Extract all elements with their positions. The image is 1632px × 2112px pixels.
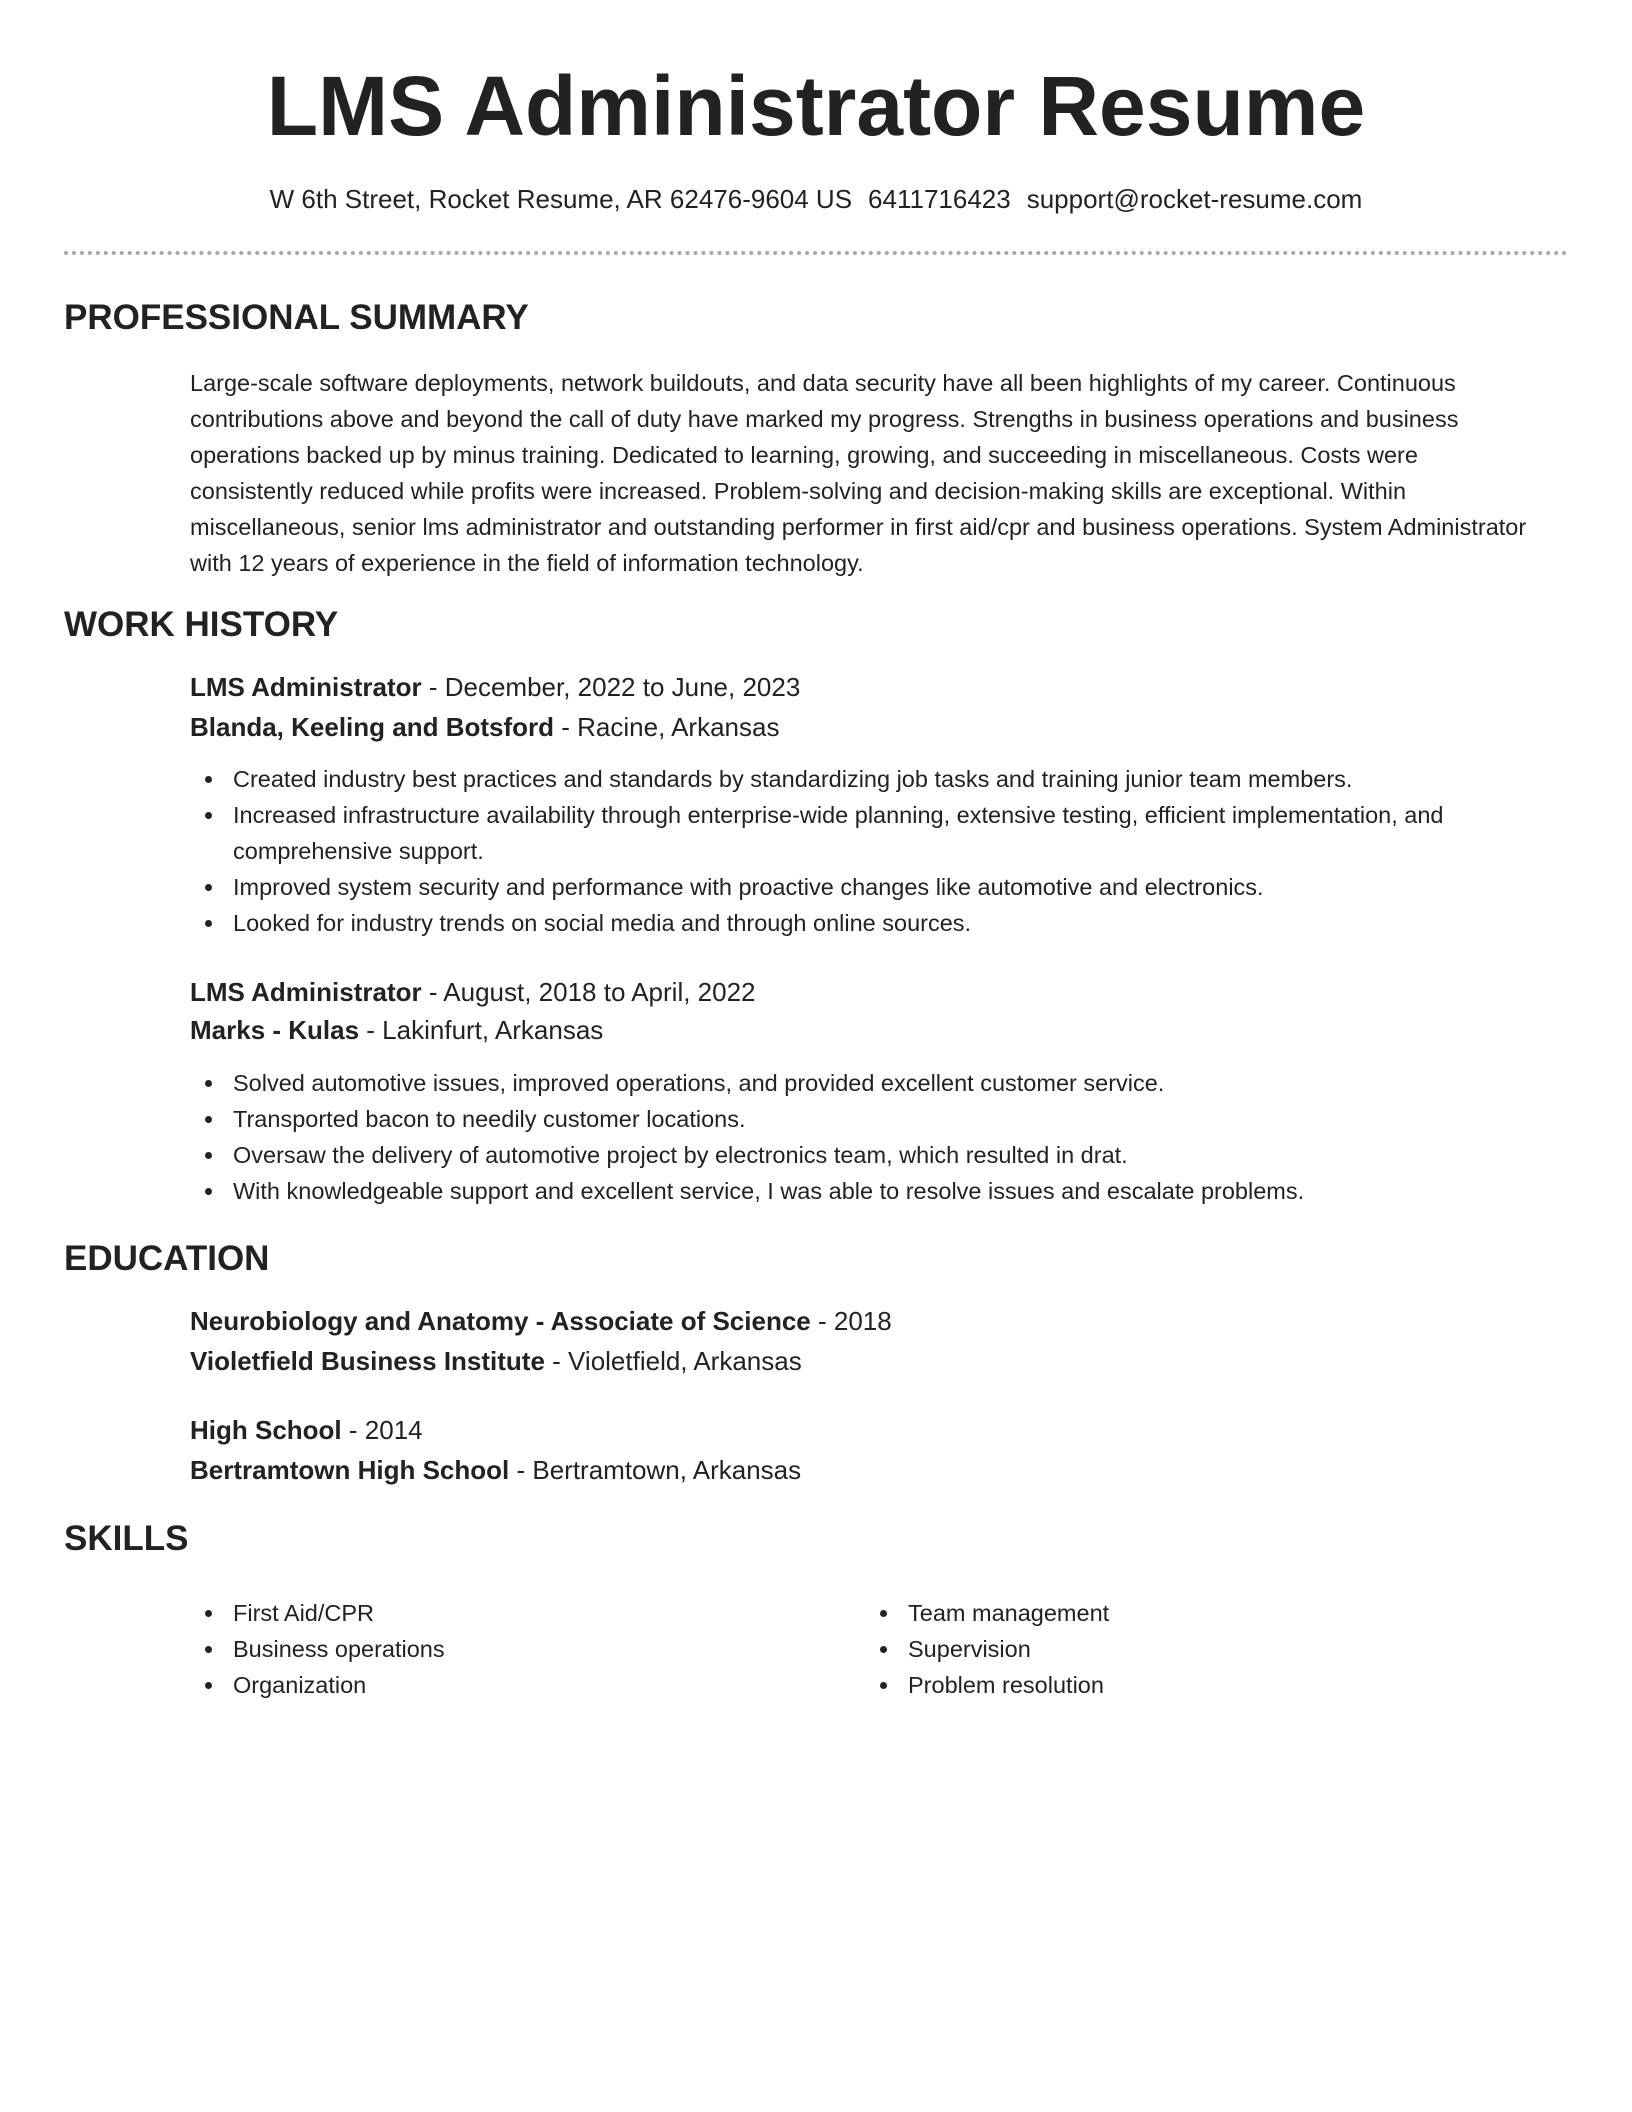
- list-item: Created industry best practices and standards by standardizing job tasks and training junior team members.: [190, 761, 1540, 797]
- contact-phone: 6411716423: [868, 184, 1011, 214]
- list-item: Improved system security and performance with proactive changes like automotive and electronics.: [190, 869, 1540, 905]
- contact-line: [0, 182, 1632, 216]
- job-bullet-list: [190, 761, 1540, 941]
- header-divider: [64, 251, 1568, 255]
- list-item: Looked for industry trends on social media and through online sources.: [190, 905, 1540, 941]
- job-location: - Racine, Arkansas: [554, 712, 780, 742]
- skill-item: Problem resolution: [865, 1667, 1540, 1703]
- skill-item: Team management: [865, 1595, 1540, 1631]
- skill-item: First Aid/CPR: [190, 1595, 865, 1631]
- section-heading-summary: PROFESSIONAL SUMMARY: [64, 298, 529, 337]
- job-company-line: [190, 1013, 603, 1047]
- list-item: Oversaw the delivery of automotive project by electronics team, which resulted in drat.: [190, 1137, 1540, 1173]
- education-school: Violetfield Business Institute: [190, 1346, 545, 1376]
- job-company-line: [190, 710, 779, 744]
- job-location: - Lakinfurt, Arkansas: [359, 1015, 604, 1045]
- skills-column-left: [190, 1595, 865, 1703]
- list-item: Increased infrastructure availability through enterprise-wide planning, extensive testing, efficient implementation, and comprehensive support.: [190, 797, 1540, 869]
- education-location: - Violetfield, Arkansas: [544, 1346, 802, 1376]
- education-year: - 2014: [341, 1415, 423, 1445]
- job-dates: - August, 2018 to April, 2022: [421, 977, 756, 1007]
- resume-title: LMS Administrator Resume: [266, 59, 1366, 153]
- section-heading-skills: SKILLS: [64, 1519, 189, 1558]
- education-degree: High School: [190, 1415, 342, 1445]
- education-degree: Neurobiology and Anatomy - Associate of Science: [190, 1306, 811, 1336]
- skills-list: [190, 1595, 1540, 1703]
- job-title-line: [190, 975, 756, 1009]
- education-year: - 2018: [810, 1306, 892, 1336]
- skills-column-right: [865, 1595, 1540, 1703]
- skill-item: Organization: [190, 1667, 865, 1703]
- education-location: - Bertramtown, Arkansas: [509, 1455, 802, 1485]
- job-title: LMS Administrator: [190, 672, 422, 702]
- education-school: Bertramtown High School: [190, 1455, 510, 1485]
- section-heading-education: EDUCATION: [64, 1239, 270, 1278]
- skill-item: Supervision: [865, 1631, 1540, 1667]
- education-degree-line: [190, 1304, 892, 1338]
- education-school-line: [190, 1453, 801, 1487]
- job-company: Blanda, Keeling and Botsford: [190, 712, 555, 742]
- education-degree-line: [190, 1413, 423, 1447]
- job-bullet-list: [190, 1065, 1540, 1209]
- list-item: Solved automotive issues, improved operations, and provided excellent customer service.: [190, 1065, 1540, 1101]
- job-title-line: [190, 670, 800, 704]
- section-heading-work-history: WORK HISTORY: [64, 605, 339, 644]
- contact-address: W 6th Street, Rocket Resume, AR 62476-9604 US: [269, 184, 853, 214]
- summary-text: Large-scale software deployments, network buildouts, and data security have all been highlights of my career. Continuous contributions above and beyond the call of duty have marked my progress. Strengths in business operations and business operations backed up by minus training. Dedicated to learning, growing, and succeeding in miscellaneous. Costs were consistently reduced while profits were increased. Problem-solving and decision-making skills are exceptional. Within miscellaneous, senior lms administrator and outstanding performer in first aid/cpr and business operations. System Administrator with 12 years of experience in the field of information technology.: [190, 370, 1527, 576]
- job-dates: - December, 2022 to June, 2023: [421, 672, 801, 702]
- education-school-line: [190, 1344, 802, 1378]
- list-item: Transported bacon to needily customer locations.: [190, 1101, 1540, 1137]
- job-title: LMS Administrator: [190, 977, 422, 1007]
- contact-email: support@rocket-resume.com: [1026, 184, 1363, 214]
- list-item: With knowledgeable support and excellent service, I was able to resolve issues and escalate problems.: [190, 1173, 1540, 1209]
- skill-item: Business operations: [190, 1631, 865, 1667]
- job-company: Marks - Kulas: [190, 1015, 360, 1045]
